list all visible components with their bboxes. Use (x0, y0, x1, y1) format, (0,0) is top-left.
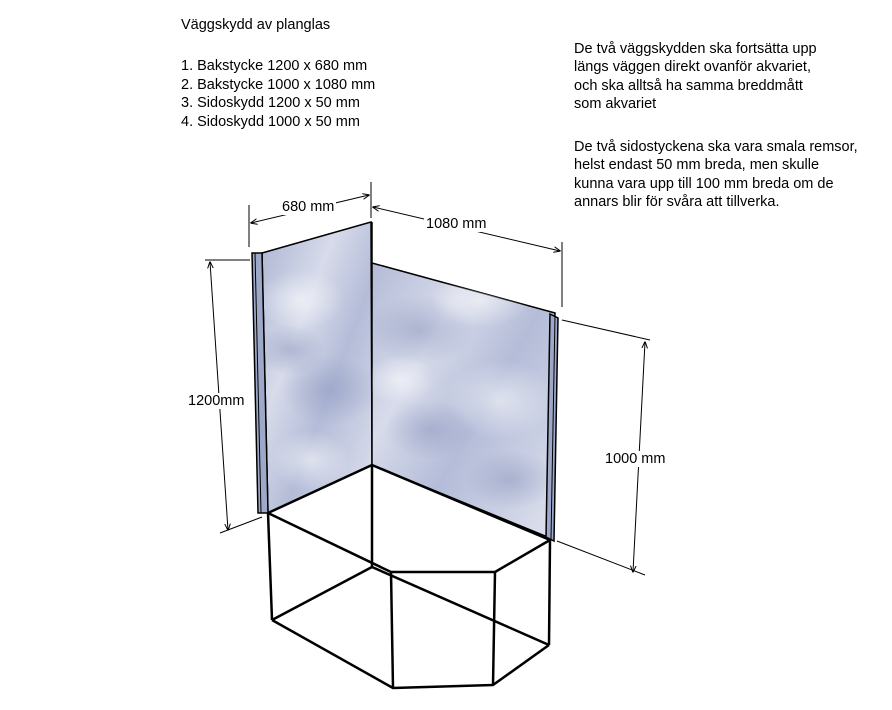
note-line: De två väggskydden ska fortsätta upp (574, 41, 817, 57)
part-item: 4. Sidoskydd 1000 x 50 mm (181, 113, 360, 130)
note-line: kunna vara upp till 100 mm breda om de (574, 175, 834, 192)
dimension-label-1000: 1000 mm (605, 451, 666, 467)
part-item: 2. Bakstycke 1000 x 1080 mm (181, 76, 376, 93)
part-item: 3. Sidoskydd 1200 x 50 mm (181, 95, 360, 111)
note-line: De två sidostyckena ska vara smala remsor, (574, 139, 858, 155)
note-line: som akvariet (574, 95, 657, 112)
note-strips (574, 138, 858, 211)
note-line: och ska alltså ha samma breddmått (574, 77, 803, 94)
dimension-label-1200: 1200mm (188, 393, 245, 409)
note-line: annars blir för svåra att tillverka. (574, 193, 780, 210)
dimension-label-1080: 1080 mm (426, 216, 487, 232)
part-item: 1. Bakstycke 1200 x 680 mm (181, 58, 368, 74)
back-panel-right (365, 222, 555, 538)
diagram-title: Väggskydd av planglas (181, 17, 331, 33)
note-line: längs väggen direkt ovanför akvariet, (574, 59, 811, 76)
note-width (574, 40, 817, 113)
note-line: helst endast 50 mm breda, men skulle (574, 157, 820, 174)
dimension-label-680: 680 mm (282, 199, 335, 215)
parts-list (181, 57, 375, 131)
